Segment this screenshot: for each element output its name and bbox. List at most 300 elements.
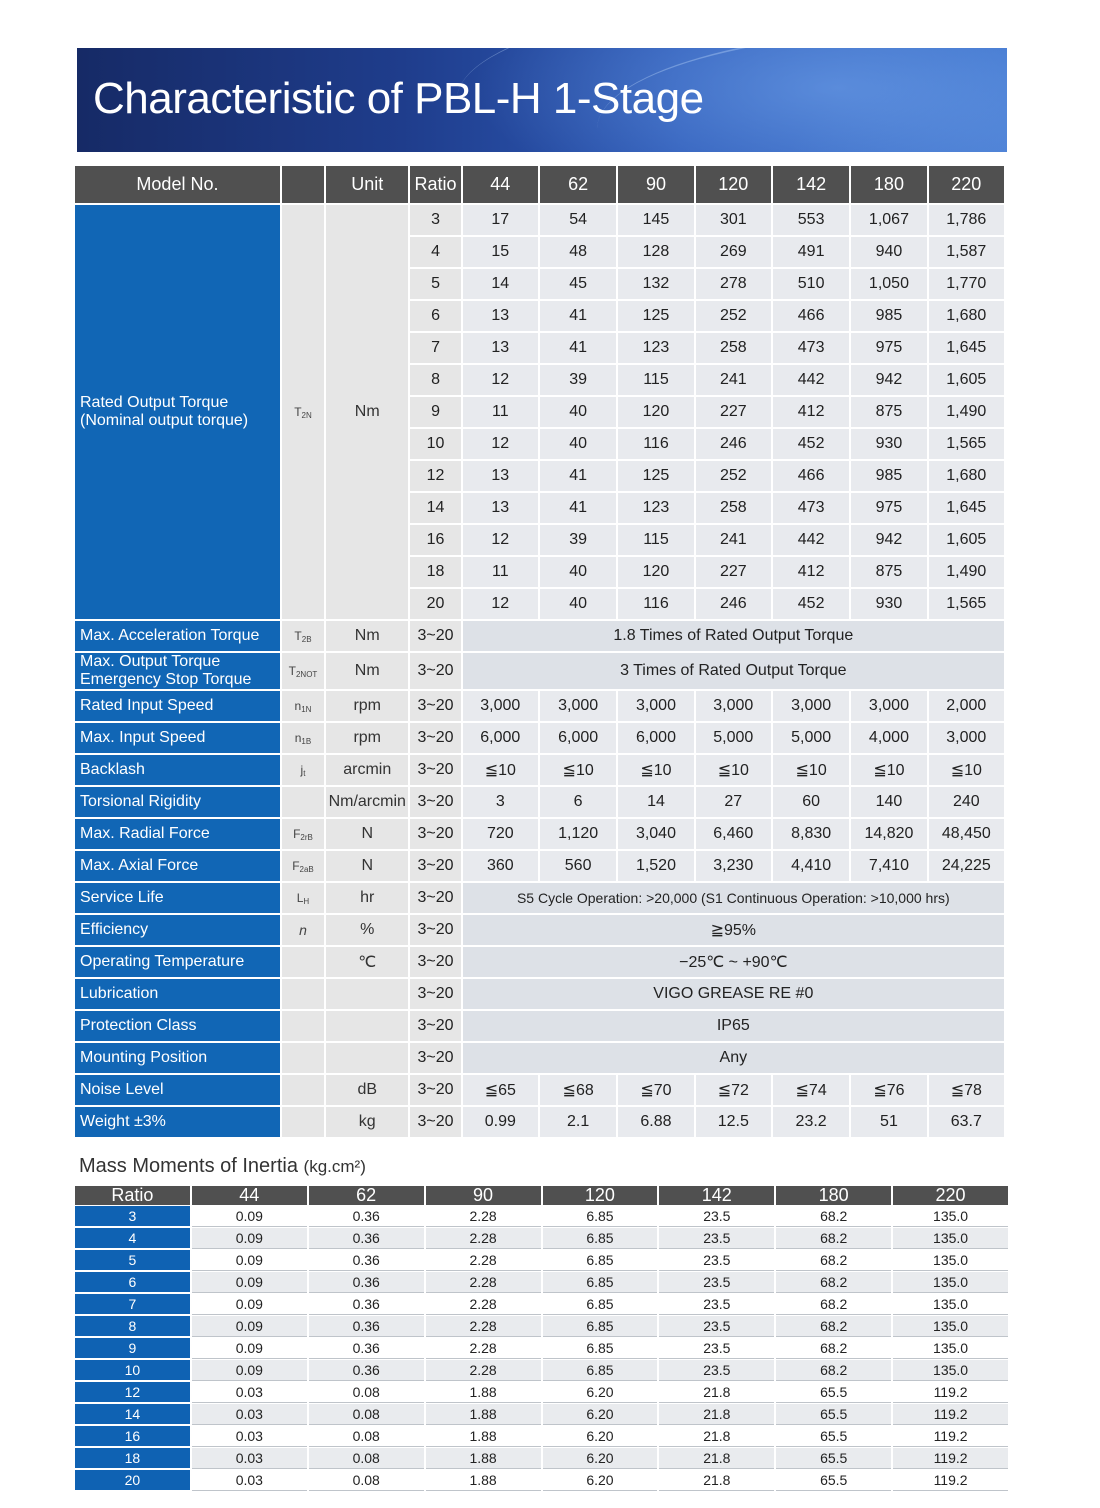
table-row: [75, 1470, 1008, 1491]
table-cell: 875: [851, 397, 926, 427]
table-cell: 975: [851, 333, 926, 363]
table-row: [75, 979, 1004, 1009]
inertia-title: Mass Moments of Inertia: [79, 1155, 298, 1177]
inertia-header-ratio: Ratio: [75, 1186, 190, 1205]
table-cell: 45: [540, 269, 616, 299]
row-ratio: 8: [410, 365, 460, 395]
table-cell: 0.03: [192, 1426, 307, 1447]
header-size: 62: [540, 166, 616, 203]
row-label: Max. Input Speed: [75, 723, 280, 753]
table-cell: 258: [696, 493, 771, 523]
table-cell: 1.88: [426, 1382, 541, 1403]
table-cell: 0.09: [192, 1294, 307, 1315]
table-cell: 23.5: [659, 1250, 774, 1271]
row-ratio: 18: [410, 557, 460, 587]
table-cell: 412: [773, 397, 849, 427]
table-cell: ≦65: [463, 1075, 538, 1105]
table-row: [75, 1250, 1008, 1271]
row-unit: dB: [326, 1075, 408, 1105]
table-cell: 360: [463, 851, 538, 881]
header-unit: Unit: [326, 166, 408, 203]
table-cell: 942: [851, 365, 926, 395]
table-cell: 51: [851, 1107, 926, 1137]
table-cell: 2.28: [426, 1360, 541, 1381]
table-cell: 60: [773, 787, 849, 817]
table-cell: 6,000: [618, 723, 693, 753]
table-cell: 0.09: [192, 1250, 307, 1271]
row-ratio: 3: [410, 205, 460, 235]
row-ratio: 3~20: [410, 915, 460, 945]
inertia-header-size: 180: [776, 1186, 891, 1205]
table-cell: 135.0: [893, 1250, 1008, 1271]
inertia-header-size: 142: [659, 1186, 774, 1205]
table-cell: 13: [463, 333, 538, 363]
table-cell: 1,605: [929, 525, 1004, 555]
table-cell: 0.36: [309, 1206, 424, 1227]
table-cell: 3: [463, 787, 538, 817]
table-cell: 119.2: [893, 1470, 1008, 1491]
table-cell: 6.20: [543, 1448, 658, 1469]
table-cell: 14: [463, 269, 538, 299]
table-cell: 1,645: [929, 493, 1004, 523]
rated-torque-label-line: (Nominal output torque): [80, 412, 249, 429]
table-cell: 6.85: [543, 1272, 658, 1293]
inertia-header-size: 90: [426, 1186, 541, 1205]
row-label: Max. Axial Force: [75, 851, 280, 881]
row-label: Max. Acceleration Torque: [75, 621, 280, 651]
table-cell: 3,000: [540, 691, 616, 721]
table-cell: 1,050: [851, 269, 926, 299]
table-cell: 40: [540, 429, 616, 459]
table-cell: 21.8: [659, 1448, 774, 1469]
row-unit: rpm: [326, 691, 408, 721]
rated-torque-label-line: Rated Output Torque: [80, 394, 229, 411]
table-cell: 41: [540, 333, 616, 363]
table-row: [75, 1075, 1004, 1105]
table-cell: 452: [773, 429, 849, 459]
table-row: [75, 787, 1004, 817]
row-symbol: $F_{2rB}$: [282, 819, 324, 849]
table-cell: 0.36: [309, 1272, 424, 1293]
inertia-ratio: 10: [75, 1360, 190, 1381]
table-cell: 2.28: [426, 1316, 541, 1337]
table-cell: ≦10: [929, 755, 1004, 785]
row-symbol: n: [282, 915, 324, 945]
table-cell: 23.5: [659, 1272, 774, 1293]
table-cell: 65.5: [776, 1404, 891, 1425]
table-cell: 48: [540, 237, 616, 267]
table-cell: 68.2: [776, 1228, 891, 1249]
table-row: [75, 205, 1004, 235]
row-ratio: 20: [410, 589, 460, 619]
table-cell: 119.2: [893, 1404, 1008, 1425]
table-cell: 2.1: [540, 1107, 616, 1137]
table-row: [75, 819, 1004, 849]
table-cell: 39: [540, 525, 616, 555]
table-cell: 442: [773, 365, 849, 395]
row-unit: %: [326, 915, 408, 945]
row-unit: Nm: [326, 205, 408, 619]
table-cell: 553: [773, 205, 849, 235]
row-symbol: $F_{2aB}$: [282, 851, 324, 881]
table-cell: 0.36: [309, 1360, 424, 1381]
table-cell: 6.85: [543, 1316, 658, 1337]
table-cell: 0.36: [309, 1294, 424, 1315]
table-cell: 6,460: [696, 819, 771, 849]
row-unit: Nm/arcmin: [326, 787, 408, 817]
table-cell: 3,230: [696, 851, 771, 881]
table-row: [75, 1206, 1008, 1227]
table-cell: 68.2: [776, 1360, 891, 1381]
inertia-ratio: 3: [75, 1206, 190, 1227]
table-cell: 23.5: [659, 1228, 774, 1249]
table-cell: 4,000: [851, 723, 926, 753]
table-cell: 2.28: [426, 1206, 541, 1227]
row-span-value: Any: [463, 1043, 1004, 1073]
table-cell: 116: [618, 429, 693, 459]
row-label: Rated Input Speed: [75, 691, 280, 721]
table-cell: 258: [696, 333, 771, 363]
table-cell: 0.08: [309, 1404, 424, 1425]
table-row: [75, 755, 1004, 785]
rated-torque-body: [75, 205, 1004, 619]
table-cell: 6,000: [540, 723, 616, 753]
table-cell: 12.5: [696, 1107, 771, 1137]
table-cell: 510: [773, 269, 849, 299]
table-row: [75, 691, 1004, 721]
table-row: [75, 621, 1004, 651]
row-symbol: [282, 1107, 324, 1137]
row-ratio: 3~20: [410, 621, 460, 651]
table-cell: 0.09: [192, 1272, 307, 1293]
table-cell: 2,000: [929, 691, 1004, 721]
table-cell: 6.85: [543, 1206, 658, 1227]
table-cell: 68.2: [776, 1206, 891, 1227]
table-cell: 23.5: [659, 1360, 774, 1381]
table-cell: 128: [618, 237, 693, 267]
table-row: [75, 851, 1004, 881]
table-cell: 6.20: [543, 1426, 658, 1447]
table-cell: 2.28: [426, 1228, 541, 1249]
rated-torque-label: [75, 205, 280, 619]
row-label: Service Life: [75, 883, 280, 913]
row-symbol: [282, 1075, 324, 1105]
table-cell: 21.8: [659, 1426, 774, 1447]
table-cell: 132: [618, 269, 693, 299]
table-row: [75, 915, 1004, 945]
table-cell: 41: [540, 461, 616, 491]
table-cell: 3,000: [463, 691, 538, 721]
table-cell: 40: [540, 589, 616, 619]
table-cell: 720: [463, 819, 538, 849]
table-cell: ≦10: [540, 755, 616, 785]
inertia-ratio: 9: [75, 1338, 190, 1359]
table-cell: 135.0: [893, 1228, 1008, 1249]
row-unit: rpm: [326, 723, 408, 753]
row-unit: hr: [326, 883, 408, 913]
row-ratio: 3~20: [410, 755, 460, 785]
table-cell: 473: [773, 333, 849, 363]
table-cell: 40: [540, 397, 616, 427]
table-cell: 442: [773, 525, 849, 555]
table-cell: 12: [463, 525, 538, 555]
table-cell: 278: [696, 269, 771, 299]
table-cell: 4,410: [773, 851, 849, 881]
table-cell: 125: [618, 461, 693, 491]
table-cell: 1,605: [929, 365, 1004, 395]
table-cell: ≦68: [540, 1075, 616, 1105]
table-cell: 23.5: [659, 1206, 774, 1227]
table-cell: 227: [696, 557, 771, 587]
table-cell: 68.2: [776, 1272, 891, 1293]
table-row: [75, 883, 1004, 913]
row-ratio: 3~20: [410, 787, 460, 817]
row-unit: Nm: [326, 621, 408, 651]
row-ratio: 5: [410, 269, 460, 299]
table-cell: 412: [773, 557, 849, 587]
table-cell: 6.20: [543, 1404, 658, 1425]
table-cell: 0.09: [192, 1316, 307, 1337]
table-cell: 145: [618, 205, 693, 235]
table-cell: 0.36: [309, 1250, 424, 1271]
table-cell: 3,000: [696, 691, 771, 721]
table-cell: 2.28: [426, 1294, 541, 1315]
table-cell: 3,040: [618, 819, 693, 849]
table-cell: 3,000: [851, 691, 926, 721]
table-cell: 930: [851, 429, 926, 459]
table-cell: 17: [463, 205, 538, 235]
table-cell: 115: [618, 365, 693, 395]
inertia-ratio: 7: [75, 1294, 190, 1315]
row-label: Weight ±3%: [75, 1107, 280, 1137]
table-cell: ≦10: [773, 755, 849, 785]
inertia-body: [75, 1206, 1008, 1491]
table-cell: 6.85: [543, 1228, 658, 1249]
characteristics-table: [73, 164, 1006, 1139]
table-cell: 452: [773, 589, 849, 619]
table-cell: 6: [540, 787, 616, 817]
table-cell: ≦76: [851, 1075, 926, 1105]
table-cell: 135.0: [893, 1338, 1008, 1359]
table-cell: 54: [540, 205, 616, 235]
table-row: [75, 1426, 1008, 1447]
table-cell: 0.36: [309, 1316, 424, 1337]
table-cell: 269: [696, 237, 771, 267]
row-span-value: 1.8 Times of Rated Output Torque: [463, 621, 1004, 651]
table-cell: 301: [696, 205, 771, 235]
table-cell: 252: [696, 301, 771, 331]
table-cell: 942: [851, 525, 926, 555]
table-cell: 560: [540, 851, 616, 881]
table-cell: ≦10: [696, 755, 771, 785]
table-cell: 975: [851, 493, 926, 523]
table-cell: 23.5: [659, 1338, 774, 1359]
table-cell: 2.28: [426, 1338, 541, 1359]
table-cell: 5,000: [696, 723, 771, 753]
row-label: Max. Output Torque Emergency Stop Torque: [75, 653, 280, 689]
row-ratio: 3~20: [410, 883, 460, 913]
table-cell: 0.03: [192, 1404, 307, 1425]
table-cell: 0.08: [309, 1382, 424, 1403]
row-unit: [326, 1043, 408, 1073]
row-symbol: [282, 1043, 324, 1073]
table-cell: 0.09: [192, 1206, 307, 1227]
row-symbol: [282, 787, 324, 817]
inertia-header-size: 44: [192, 1186, 307, 1205]
table-cell: 0.09: [192, 1338, 307, 1359]
row-unit: ℃: [326, 947, 408, 977]
row-ratio: 7: [410, 333, 460, 363]
inertia-header-size: 220: [893, 1186, 1008, 1205]
table-cell: 2.28: [426, 1250, 541, 1271]
row-span-value: ≧95%: [463, 915, 1004, 945]
table-cell: 0.36: [309, 1228, 424, 1249]
row-symbol: $n_{1B}$: [282, 723, 324, 753]
table-row: [75, 1107, 1004, 1137]
table-cell: 12: [463, 429, 538, 459]
inertia-ratio: 14: [75, 1404, 190, 1425]
table-row: [75, 723, 1004, 753]
inertia-header-size: 62: [309, 1186, 424, 1205]
table-cell: 21.8: [659, 1470, 774, 1491]
row-ratio: 3~20: [410, 653, 460, 689]
header-size: 120: [696, 166, 771, 203]
row-symbol: $j_t$: [282, 755, 324, 785]
table-cell: ≦10: [618, 755, 693, 785]
table-cell: 0.08: [309, 1426, 424, 1447]
row-symbol: [282, 947, 324, 977]
table-cell: 65.5: [776, 1470, 891, 1491]
row-label: Mounting Position: [75, 1043, 280, 1073]
table-cell: 246: [696, 589, 771, 619]
table-cell: 0.08: [309, 1448, 424, 1469]
table-cell: 0.08: [309, 1470, 424, 1491]
inertia-unit: (kg.cm²): [303, 1157, 366, 1176]
table-row: [75, 1011, 1004, 1041]
inertia-ratio: 20: [75, 1470, 190, 1491]
table-cell: 466: [773, 461, 849, 491]
inertia-header-row: [75, 1186, 1008, 1205]
row-unit: [326, 1011, 408, 1041]
table-cell: 13: [463, 461, 538, 491]
row-label: Backlash: [75, 755, 280, 785]
header-size: 180: [851, 166, 926, 203]
table-cell: 41: [540, 301, 616, 331]
inertia-heading: [79, 1155, 366, 1178]
table-cell: 65.5: [776, 1448, 891, 1469]
row-ratio: 14: [410, 493, 460, 523]
row-span-value: S5 Cycle Operation: >20,000 (S1 Continuous Operation: >10,000 hrs): [463, 883, 1004, 913]
row-symbol: $T_{2NOT}$: [282, 653, 324, 689]
table-cell: 1.88: [426, 1470, 541, 1491]
table-cell: 40: [540, 557, 616, 587]
table-cell: 241: [696, 525, 771, 555]
table-cell: 11: [463, 397, 538, 427]
table-cell: 1,565: [929, 429, 1004, 459]
table-cell: 23.5: [659, 1294, 774, 1315]
table-cell: 119.2: [893, 1448, 1008, 1469]
table-cell: 2.28: [426, 1272, 541, 1293]
table-cell: 930: [851, 589, 926, 619]
table-cell: 252: [696, 461, 771, 491]
table-cell: 68.2: [776, 1250, 891, 1271]
table-cell: 13: [463, 493, 538, 523]
table-cell: 68.2: [776, 1316, 891, 1337]
table-cell: 0.03: [192, 1448, 307, 1469]
table-cell: 1,680: [929, 301, 1004, 331]
title-banner: [77, 48, 1007, 152]
header-size: 44: [463, 166, 538, 203]
row-ratio: 3~20: [410, 947, 460, 977]
inertia-ratio: 4: [75, 1228, 190, 1249]
table-cell: ≦78: [929, 1075, 1004, 1105]
row-symbol: [282, 205, 324, 619]
row-ratio: 3~20: [410, 691, 460, 721]
inertia-table: [73, 1185, 1010, 1492]
row-unit: Nm: [326, 653, 408, 689]
row-ratio: 16: [410, 525, 460, 555]
table-row: [75, 1043, 1004, 1073]
table-cell: 491: [773, 237, 849, 267]
table-cell: 1,770: [929, 269, 1004, 299]
table-cell: 21.8: [659, 1382, 774, 1403]
table-cell: 13: [463, 301, 538, 331]
table-cell: 68.2: [776, 1294, 891, 1315]
table-cell: 985: [851, 301, 926, 331]
table-header-row: [75, 166, 1004, 203]
table-cell: 63.7: [929, 1107, 1004, 1137]
table-cell: 23.2: [773, 1107, 849, 1137]
table-cell: 21.8: [659, 1404, 774, 1425]
table-cell: 985: [851, 461, 926, 491]
row-unit: [326, 979, 408, 1009]
table-row: [75, 1382, 1008, 1403]
table-cell: 1.88: [426, 1448, 541, 1469]
table-cell: 1,120: [540, 819, 616, 849]
table-cell: 14: [618, 787, 693, 817]
table-cell: 27: [696, 787, 771, 817]
table-row: [75, 1228, 1008, 1249]
table-cell: 7,410: [851, 851, 926, 881]
table-cell: 246: [696, 429, 771, 459]
header-symbol: [282, 166, 324, 203]
row-ratio: 10: [410, 429, 460, 459]
table-cell: 115: [618, 525, 693, 555]
row-ratio: 3~20: [410, 819, 460, 849]
header-size: 220: [929, 166, 1004, 203]
table-cell: ≦72: [696, 1075, 771, 1105]
table-cell: ≦70: [618, 1075, 693, 1105]
table-cell: ≦10: [851, 755, 926, 785]
table-cell: 3,000: [618, 691, 693, 721]
row-unit: N: [326, 819, 408, 849]
table-row: [75, 653, 1004, 689]
inertia-ratio: 8: [75, 1316, 190, 1337]
table-row: [75, 947, 1004, 977]
row-unit: arcmin: [326, 755, 408, 785]
table-cell: 3,000: [773, 691, 849, 721]
table-row: [75, 1338, 1008, 1359]
table-cell: 1.88: [426, 1426, 541, 1447]
inertia-header-size: 120: [543, 1186, 658, 1205]
table-cell: ≦74: [773, 1075, 849, 1105]
table-cell: 119.2: [893, 1426, 1008, 1447]
row-ratio: 12: [410, 461, 460, 491]
table-row: [75, 1448, 1008, 1469]
inertia-ratio: 16: [75, 1426, 190, 1447]
table-cell: 135.0: [893, 1272, 1008, 1293]
table-cell: 12: [463, 589, 538, 619]
